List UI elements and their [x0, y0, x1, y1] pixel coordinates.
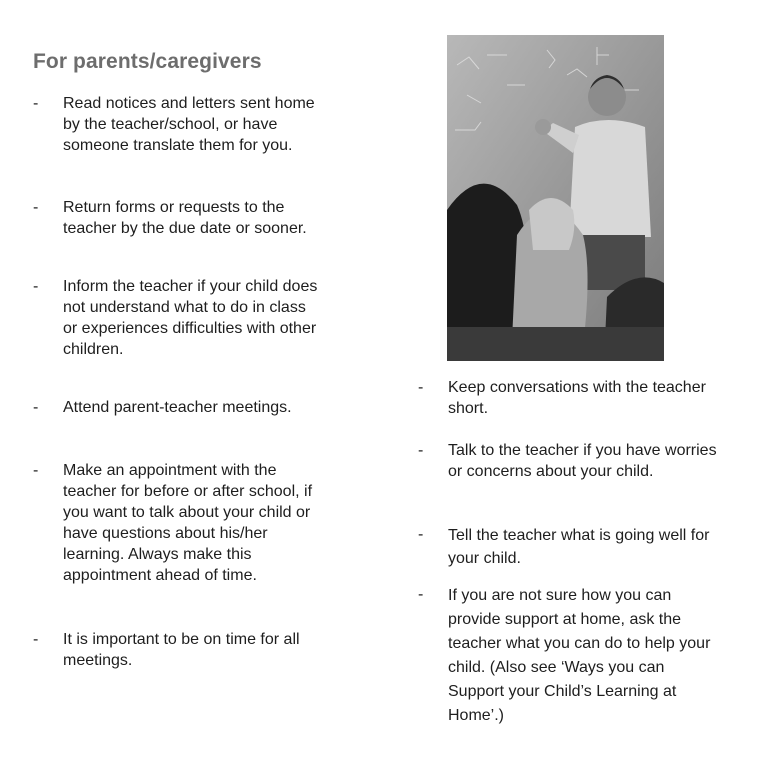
list-item-text: Make an appointment with the teacher for before or after school, if you want to talk about your child or have questions about his/her learning. Always make this appointment ahead of time.: [63, 462, 313, 584]
teacher-classroom-photo: [447, 35, 664, 361]
right-tips-list: [418, 377, 718, 728]
list-item-text: Inform the teacher if your child does not understand what to do in class or experiences difficulties with other children.: [63, 278, 318, 358]
list-item: [33, 629, 323, 673]
list-item-text: Keep conversations with the teacher short.: [448, 379, 706, 417]
list-item: [33, 93, 323, 197]
bullet-dash: -: [418, 379, 424, 396]
list-item: [418, 377, 718, 440]
list-item: [33, 197, 323, 276]
list-item-text: It is important to be on time for all meetings.: [63, 631, 300, 669]
list-item: [418, 440, 718, 524]
list-item: [33, 276, 323, 397]
list-item-text: Return forms or requests to the teacher by the due date or sooner.: [63, 199, 307, 237]
page-heading: For parents/caregivers: [33, 50, 262, 73]
list-item: [418, 584, 718, 728]
left-tips-list: [33, 93, 323, 673]
list-item: [418, 524, 718, 584]
list-item-text: Attend parent-teacher meetings.: [63, 399, 292, 416]
bullet-dash: -: [33, 462, 39, 479]
list-item-text: Tell the teacher what is going well for your child.: [448, 527, 710, 567]
list-item-text: Read notices and letters sent home by the teacher/school, or have someone translate them for you.: [63, 95, 315, 154]
list-item-text: If you are not sure how you can provide support at home, ask the teacher what you can do to help your child. (Also see ‘Ways you can Support your Child’s Learning at Home’.): [448, 587, 711, 724]
bullet-dash: -: [418, 586, 424, 603]
bullet-dash: -: [33, 95, 39, 112]
bullet-dash: -: [33, 278, 39, 295]
list-item: [33, 397, 323, 460]
list-item-text: Talk to the teacher if you have worries or concerns about your child.: [448, 442, 717, 480]
bullet-dash: -: [33, 631, 39, 648]
bullet-dash: -: [33, 199, 39, 216]
list-item: [33, 460, 323, 629]
bullet-dash: -: [418, 442, 424, 459]
bullet-dash: -: [418, 526, 424, 543]
bullet-dash: -: [33, 399, 39, 416]
